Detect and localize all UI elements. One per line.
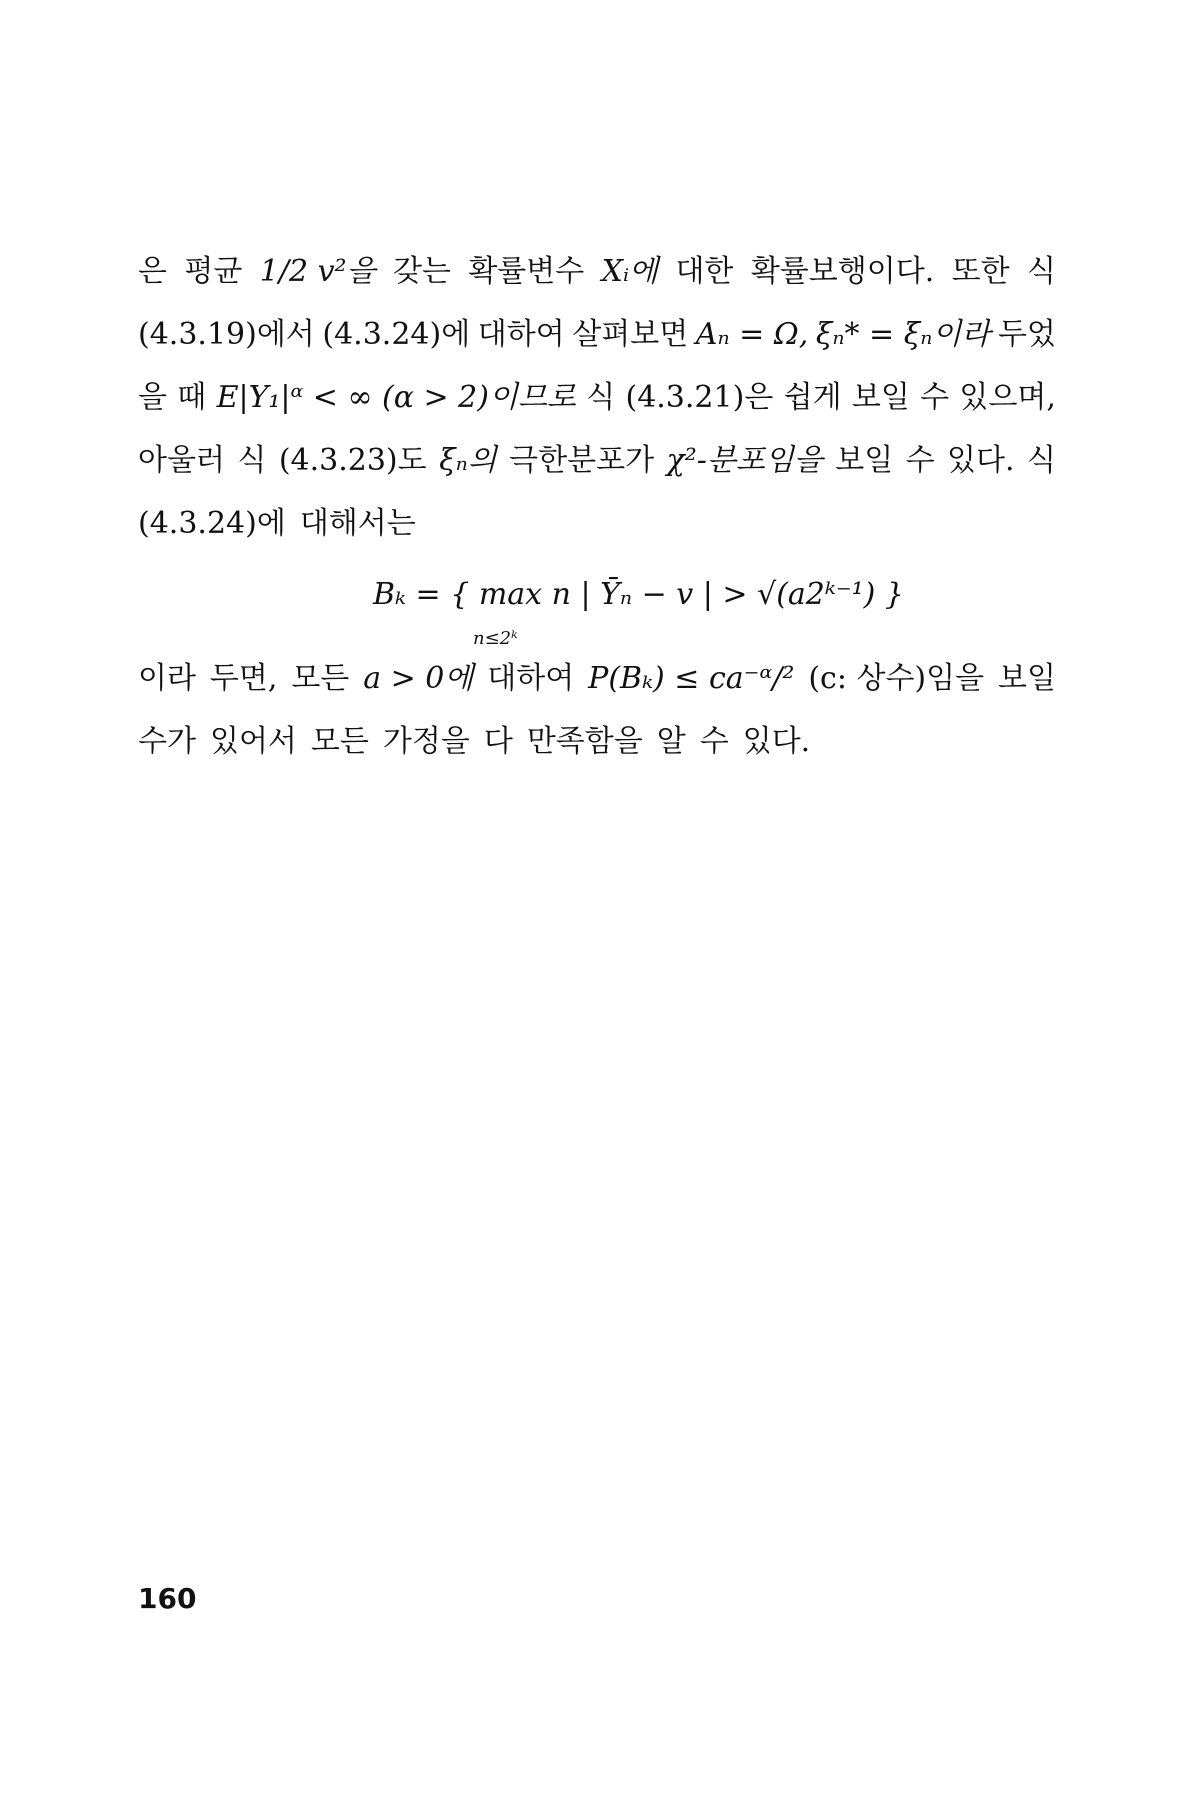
word: 있다.: [742, 724, 811, 759]
word: 대한: [675, 254, 734, 289]
word: 식: [586, 380, 616, 415]
inline-math: Xᵢ에: [601, 254, 659, 289]
word: 대하여: [487, 661, 575, 696]
word: 또한: [951, 254, 1010, 289]
text-line-6: [138, 647, 1056, 710]
inline-math: ξₙ* = ξₙ이라: [815, 317, 991, 352]
inline-math: ξₙ의: [439, 443, 497, 478]
inline-math: Aₙ = Ω,: [695, 317, 809, 352]
word: 수: [699, 724, 729, 759]
word: (4.3.21)은: [625, 380, 774, 415]
word: 있다.: [947, 443, 1015, 478]
word: 모든: [291, 661, 350, 696]
word: 보일: [835, 443, 894, 478]
word: (4.3.19)에서: [138, 317, 315, 352]
word: 이라: [138, 661, 196, 696]
text-line-4: [138, 429, 1056, 492]
text-line-1: [138, 240, 1056, 303]
word: 가정을: [382, 724, 470, 759]
word: (c: 상수)임을: [808, 661, 985, 696]
word: 수: [920, 380, 950, 415]
word: 대해서는: [299, 506, 416, 541]
text-line-5: [138, 492, 1056, 555]
word: 확률변수: [468, 254, 585, 289]
word: 두었: [997, 317, 1056, 352]
word: 만족함을: [526, 724, 643, 759]
word: 있어서: [209, 724, 297, 759]
text-line-7: [138, 710, 1056, 773]
word: 식: [1026, 443, 1056, 478]
word: 살펴보면: [572, 317, 689, 352]
display-equation: [138, 555, 1056, 647]
word: 보일: [851, 380, 910, 415]
word: 평균: [184, 254, 243, 289]
word: 극한분포가: [509, 443, 655, 478]
word: 두면,: [209, 661, 278, 696]
word: 보일: [998, 661, 1056, 696]
inline-math: a > 0에: [363, 661, 474, 696]
inline-math: χ²-분포임을: [666, 443, 823, 478]
text-line-2: [138, 303, 1056, 366]
word: 갖는: [392, 254, 451, 289]
inline-math: P(Bₖ) ≤ ca⁻ᵅ/²: [588, 661, 795, 696]
word: 모든: [310, 724, 369, 759]
word: 수가: [138, 724, 196, 759]
inline-math: 1/2 v²을: [259, 254, 376, 289]
page-number: 160: [138, 1582, 197, 1615]
word: 수: [905, 443, 935, 478]
word: 다: [483, 724, 513, 759]
word: 있으며,: [959, 380, 1056, 415]
word: 확률보행이다.: [750, 254, 935, 289]
word: 때: [177, 380, 207, 415]
word: 알: [656, 724, 686, 759]
word: 대하여: [477, 317, 565, 352]
word: 쉽게: [783, 380, 842, 415]
word: 식: [1027, 254, 1056, 289]
word: 아울러: [138, 443, 225, 478]
word: 은: [138, 254, 167, 289]
word: (4.3.23)도: [278, 443, 427, 478]
inline-math: E|Y₁|ᵅ < ∞ (α > 2)이므로: [216, 380, 576, 415]
equation-main: Bₖ = { max n | Ȳₙ − v | > √(a2ᵏ⁻¹) }: [373, 577, 905, 612]
word: (4.3.24)에: [138, 506, 286, 541]
word: 식: [237, 443, 267, 478]
word: 을: [138, 380, 167, 415]
page-body: [138, 240, 1056, 773]
word: (4.3.24)에: [322, 317, 471, 352]
text-line-3: [138, 366, 1056, 429]
equation-subscript: n≤2ᵏ: [473, 628, 518, 649]
